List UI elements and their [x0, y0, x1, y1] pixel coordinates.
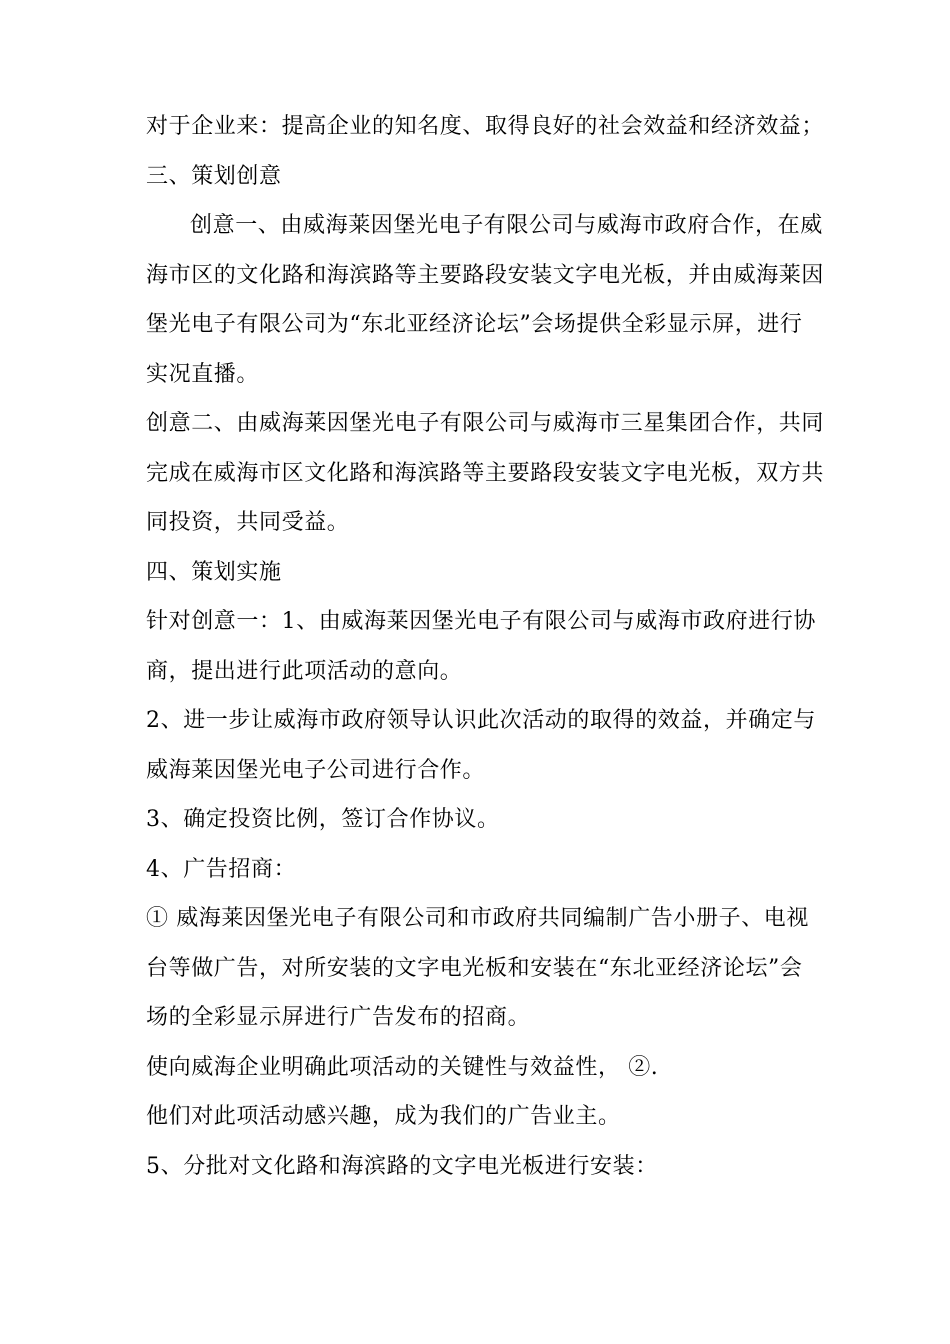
paragraph-line: 同投资，共同受益。	[146, 510, 350, 535]
paragraph-line: 商，提出进行此项活动的意向。	[146, 658, 463, 684]
section-heading: 三、策划创意	[146, 163, 282, 189]
paragraph-line: 他们对此项活动感兴趣，成为我们的广告业主。	[146, 1104, 621, 1129]
paragraph-line: 使向威海企业明确此项活动的关键性与效益性， ②.	[146, 1054, 659, 1080]
paragraph-line: 5、分批对文化路和海滨路的文字电光板进行安装：	[146, 1153, 658, 1179]
paragraph-line: 海市区的文化路和海滨路等主要路段安装文字电光板，并由威海莱因	[146, 262, 825, 288]
paragraph-line: 4、广告招商：	[146, 856, 297, 882]
document-body	[146, 102, 826, 1191]
paragraph-line: 实况直播。	[146, 361, 260, 387]
paragraph-line: 3、确定投资比例，签订合作协议。	[146, 807, 500, 832]
paragraph-line: 完成在威海市区文化路和海滨路等主要路段安装文字电光板，双方共	[146, 460, 825, 486]
paragraph-line: 堡光电子有限公司为“东北亚经济论坛”会场提供全彩显示屏，进行	[146, 312, 803, 337]
paragraph-line: ① 威海莱因堡光电子有限公司和市政府共同编制广告小册子、电视	[146, 906, 809, 931]
paragraph-line: 台等做广告，对所安装的文字电光板和安装在“东北亚经济论坛”会	[146, 955, 803, 981]
section-heading: 四、策划实施	[146, 559, 282, 585]
paragraph-line: 针对创意一：1、由威海莱因堡光电子有限公司与威海市政府进行协	[146, 609, 816, 634]
paragraph-line: 创意一、由威海莱因堡光电子有限公司与威海市政府合作，在威	[190, 213, 823, 238]
paragraph-line: 威海莱因堡光电子公司进行合作。	[146, 757, 486, 783]
paragraph-line: 场的全彩显示屏进行广告发布的招商。	[146, 1005, 531, 1030]
paragraph-line: 2、进一步让威海市政府领导认识此次活动的取得的效益，并确定与	[146, 708, 816, 733]
paragraph-line: 创意二、由威海莱因堡光电子有限公司与威海市三星集团合作，共同	[146, 411, 825, 436]
paragraph-line: 对于企业来：提高企业的知名度、取得良好的社会效益和经济效益；	[146, 114, 825, 139]
